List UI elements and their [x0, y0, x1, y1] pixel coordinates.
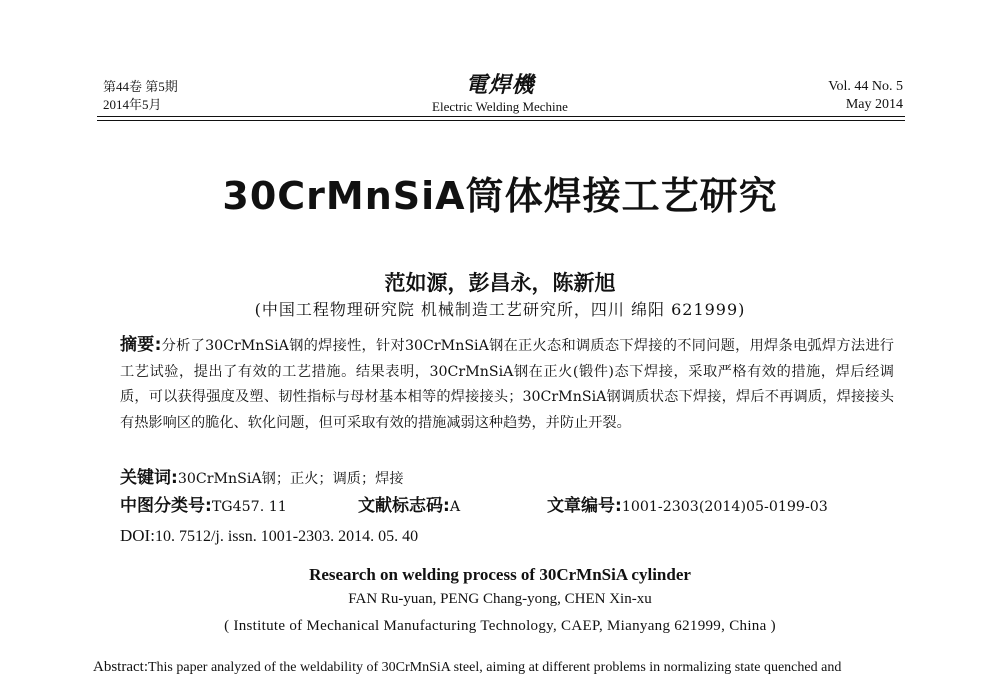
keywords — [120, 465, 404, 492]
paper-affiliation-cn: (中国工程物理研究院 机械制造工艺研究所，四川 绵阳 621999) — [254, 300, 746, 319]
article-number-value: 1001-2303(2014)05-0199-03 — [621, 499, 828, 515]
article-number — [547, 493, 828, 520]
document-code-value: A — [449, 499, 461, 515]
header-volume-issue-en — [828, 78, 903, 114]
paper-authors-cn: 范如源，彭昌永，陈新旭 — [384, 271, 616, 295]
keywords-label: 关键词: — [120, 468, 178, 488]
doi — [120, 523, 418, 550]
abstract-cn — [120, 333, 894, 436]
header-volume-en: Vol. 44 No. 5 — [828, 79, 903, 94]
journal-logo-cn: 電焊機 — [465, 72, 535, 98]
paper-authors-en: FAN Ru-yuan, PENG Chang-yong, CHEN Xin-xu — [348, 591, 652, 607]
header-date-en: May 2014 — [845, 97, 903, 112]
header-date-cn: 2014年5月 — [103, 97, 162, 112]
paper-title-cn: 30CrMnSiA筒体焊接工艺研究 — [222, 174, 778, 218]
clc-value: TG457. 11 — [211, 499, 287, 515]
abstract-text-en: This paper analyzed of the weldability of 30CrMnSiA steel, aiming at different problems in normalizing state quenched and — [147, 660, 842, 675]
header-volume-cn: 第44卷 第5期 — [103, 79, 178, 94]
abstract-label-cn: 摘要: — [120, 335, 162, 355]
document-code — [358, 493, 460, 520]
clc-number — [120, 493, 287, 520]
keywords-text: 30CrMnSiA钢；正火；调质；焊接 — [177, 471, 404, 487]
doi-label: DOI: — [120, 526, 155, 545]
abstract-text-cn: 分析了30CrMnSiA钢的焊接性，针对30CrMnSiA钢在正火态和调质态下焊接的不同问题，用焊条电弧焊方法进行工艺试验，提出了有效的工艺措施。结果表明，30CrMnSiA钢在正火(锻件)态下焊接，采取严格有效的措施，焊后经调质，可以获得强度及塑、韧性指标与母材基本相等的焊接接头；30CrMnSiA钢调质状态下焊接，焊后不再调质，焊接接头有热影响区的脆化、软化问题，但可采取有效的措施减弱这种趋势，并防止开裂。 — [120, 338, 894, 431]
header-rule-thin — [97, 120, 905, 121]
article-number-label: 文章编号: — [547, 496, 622, 516]
clc-label: 中图分类号: — [120, 496, 212, 516]
abstract-en — [93, 656, 913, 679]
document-code-label: 文献标志码: — [358, 496, 450, 516]
paper-title-en: Research on welding process of 30CrMnSiA cylinder — [309, 565, 691, 584]
paper-affiliation-en: ( Institute of Mechanical Manufacturing Technology, CAEP, Mianyang 621999, China ) — [224, 618, 776, 634]
header-rule-thick — [97, 116, 905, 117]
abstract-label-en: Abstract: — [93, 659, 148, 675]
doi-value: 10. 7512/j. issn. 1001-2303. 2014. 05. 40 — [154, 528, 419, 545]
journal-name-en: Electric Welding Mechine — [432, 99, 568, 114]
